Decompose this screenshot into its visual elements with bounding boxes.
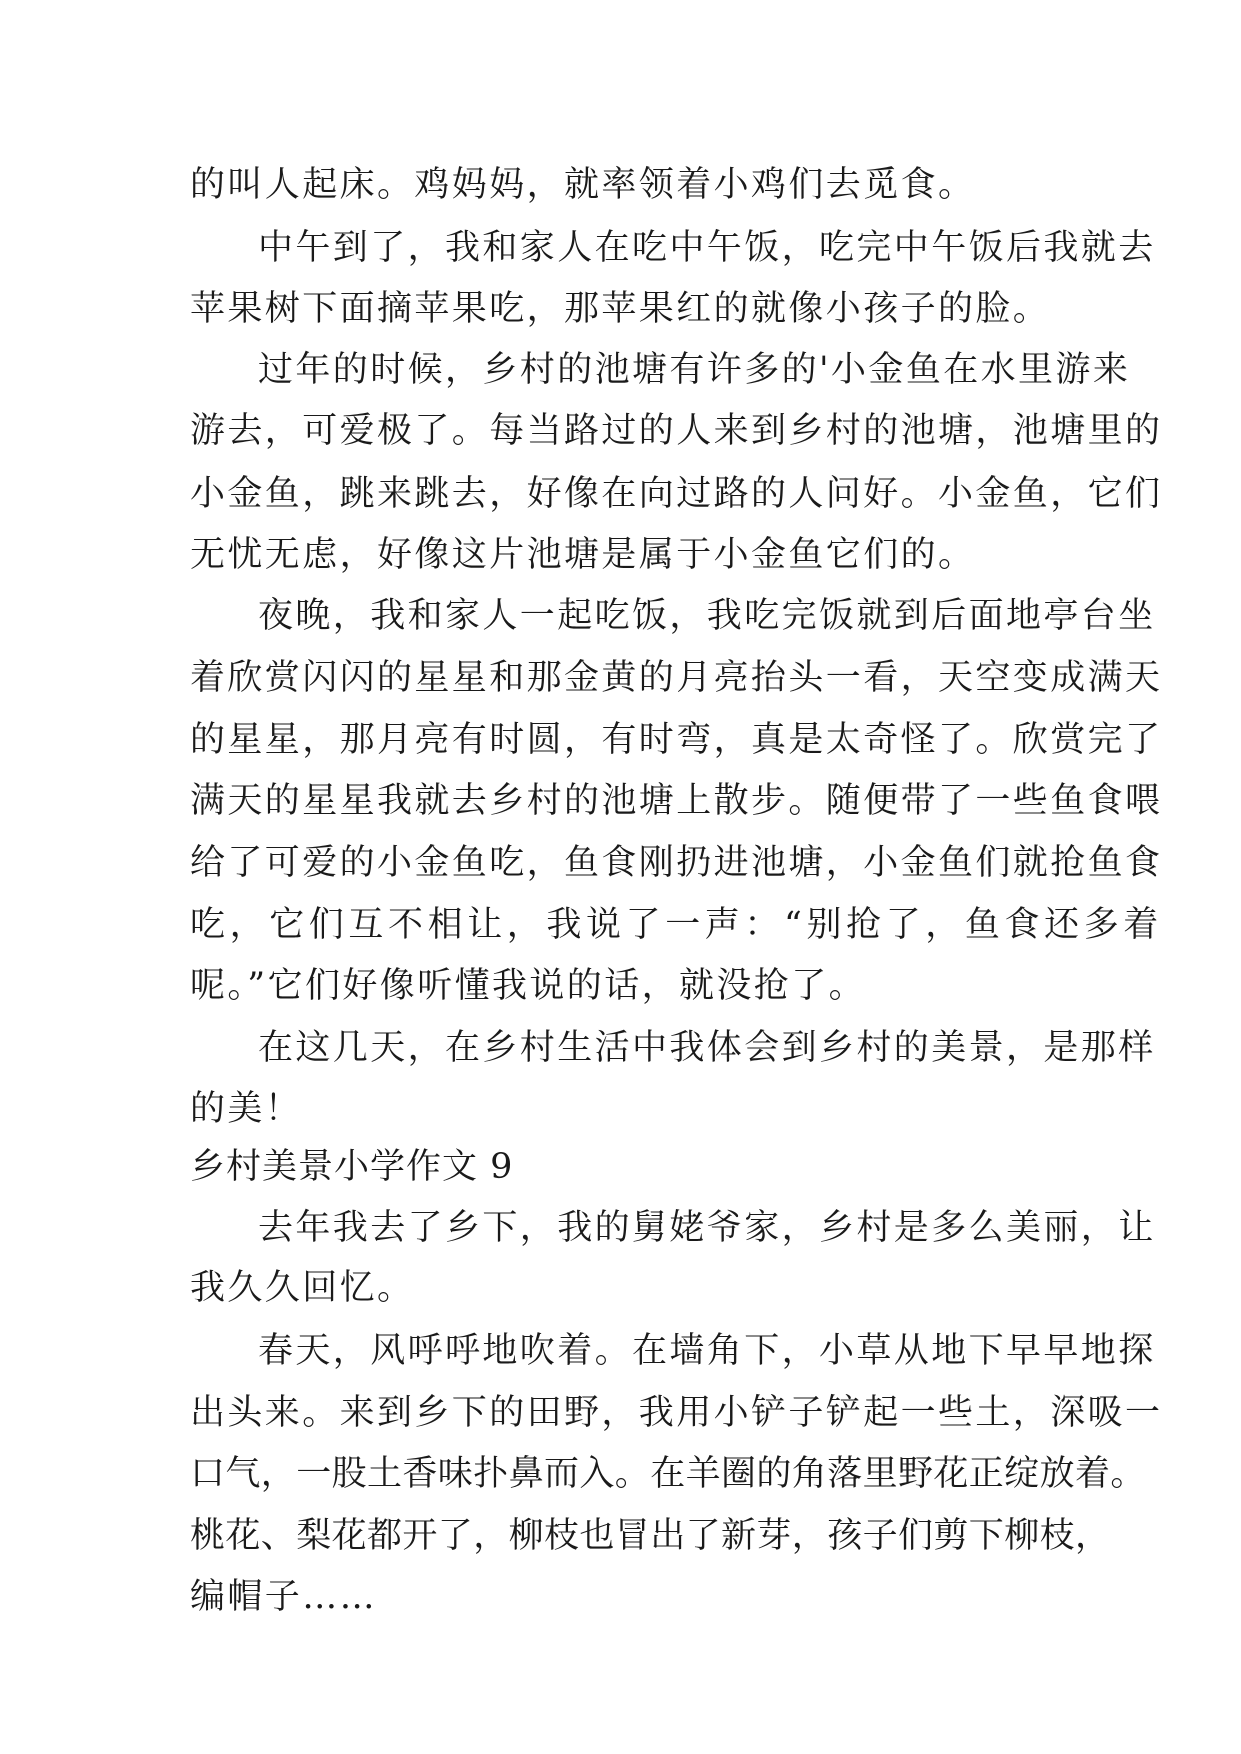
text-line: 我久久回忆。	[190, 1268, 415, 1308]
text-line: 满天的星星我就去乡村的池塘上散步。随便带了一些鱼食喂	[190, 781, 1163, 821]
paragraph-line: 在这几天，在乡村生活中我体会到乡村的美景，是那样	[258, 1028, 1156, 1068]
text-line: 无忧无虑，好像这片池塘是属于小金鱼它们的。	[190, 535, 976, 575]
text-line: 出头来。来到乡下的田野，我用小铲子铲起一些土，深吸一	[190, 1393, 1163, 1433]
paragraph-line: 过年的时候，乡村的池塘有许多的'小金鱼在水里游来	[258, 350, 1131, 390]
section-title: 乡村美景小学作文 9	[190, 1147, 514, 1187]
paragraph-line: 去年我去了乡下，我的舅姥爷家，乡村是多么美丽，让	[258, 1208, 1156, 1248]
text-line: 吃，它们互不相让，我说了一声：“别抢了，鱼食还多着	[190, 905, 1163, 945]
text-line: 编帽子……	[190, 1577, 378, 1617]
text-line: 口气，一股土香味扑鼻而入。在羊圈的角落里野花正绽放着。	[190, 1454, 1146, 1494]
paragraph-line: 夜晚，我和家人一起吃饭，我吃完饭就到后面地亭台坐	[258, 596, 1156, 636]
text-line: 的星星，那月亮有时圆，有时弯，真是太奇怪了。欣赏完了	[190, 720, 1163, 760]
paragraph-line: 春天，风呼呼地吹着。在墙角下，小草从地下早早地探	[258, 1331, 1156, 1371]
text-line: 桃花、梨花都开了，柳枝也冒出了新芽，孩子们剪下柳枝，	[190, 1516, 1111, 1556]
text-line: 着欣赏闪闪的星星和那金黄的月亮抬头一看，天空变成满天	[190, 658, 1163, 698]
text-line: 游去，可爱极了。每当路过的人来到乡村的池塘，池塘里的	[190, 411, 1163, 451]
text-line: 苹果树下面摘苹果吃，那苹果红的就像小孩子的脸。	[190, 289, 1051, 329]
text-line: 呢。”它们好像听懂我说的话，就没抢了。	[190, 966, 866, 1006]
paragraph-line: 中午到了，我和家人在吃中午饭，吃完中午饭后我就去	[258, 228, 1156, 268]
text-line: 的美！	[190, 1089, 303, 1129]
text-line: 给了可爱的小金鱼吃，鱼食刚扔进池塘，小金鱼们就抢鱼食	[190, 843, 1163, 883]
text-line: 小金鱼，跳来跳去，好像在向过路的人问好。小金鱼，它们	[190, 474, 1163, 514]
text-line: 的叫人起床。鸡妈妈，就率领着小鸡们去觅食。	[190, 165, 976, 205]
